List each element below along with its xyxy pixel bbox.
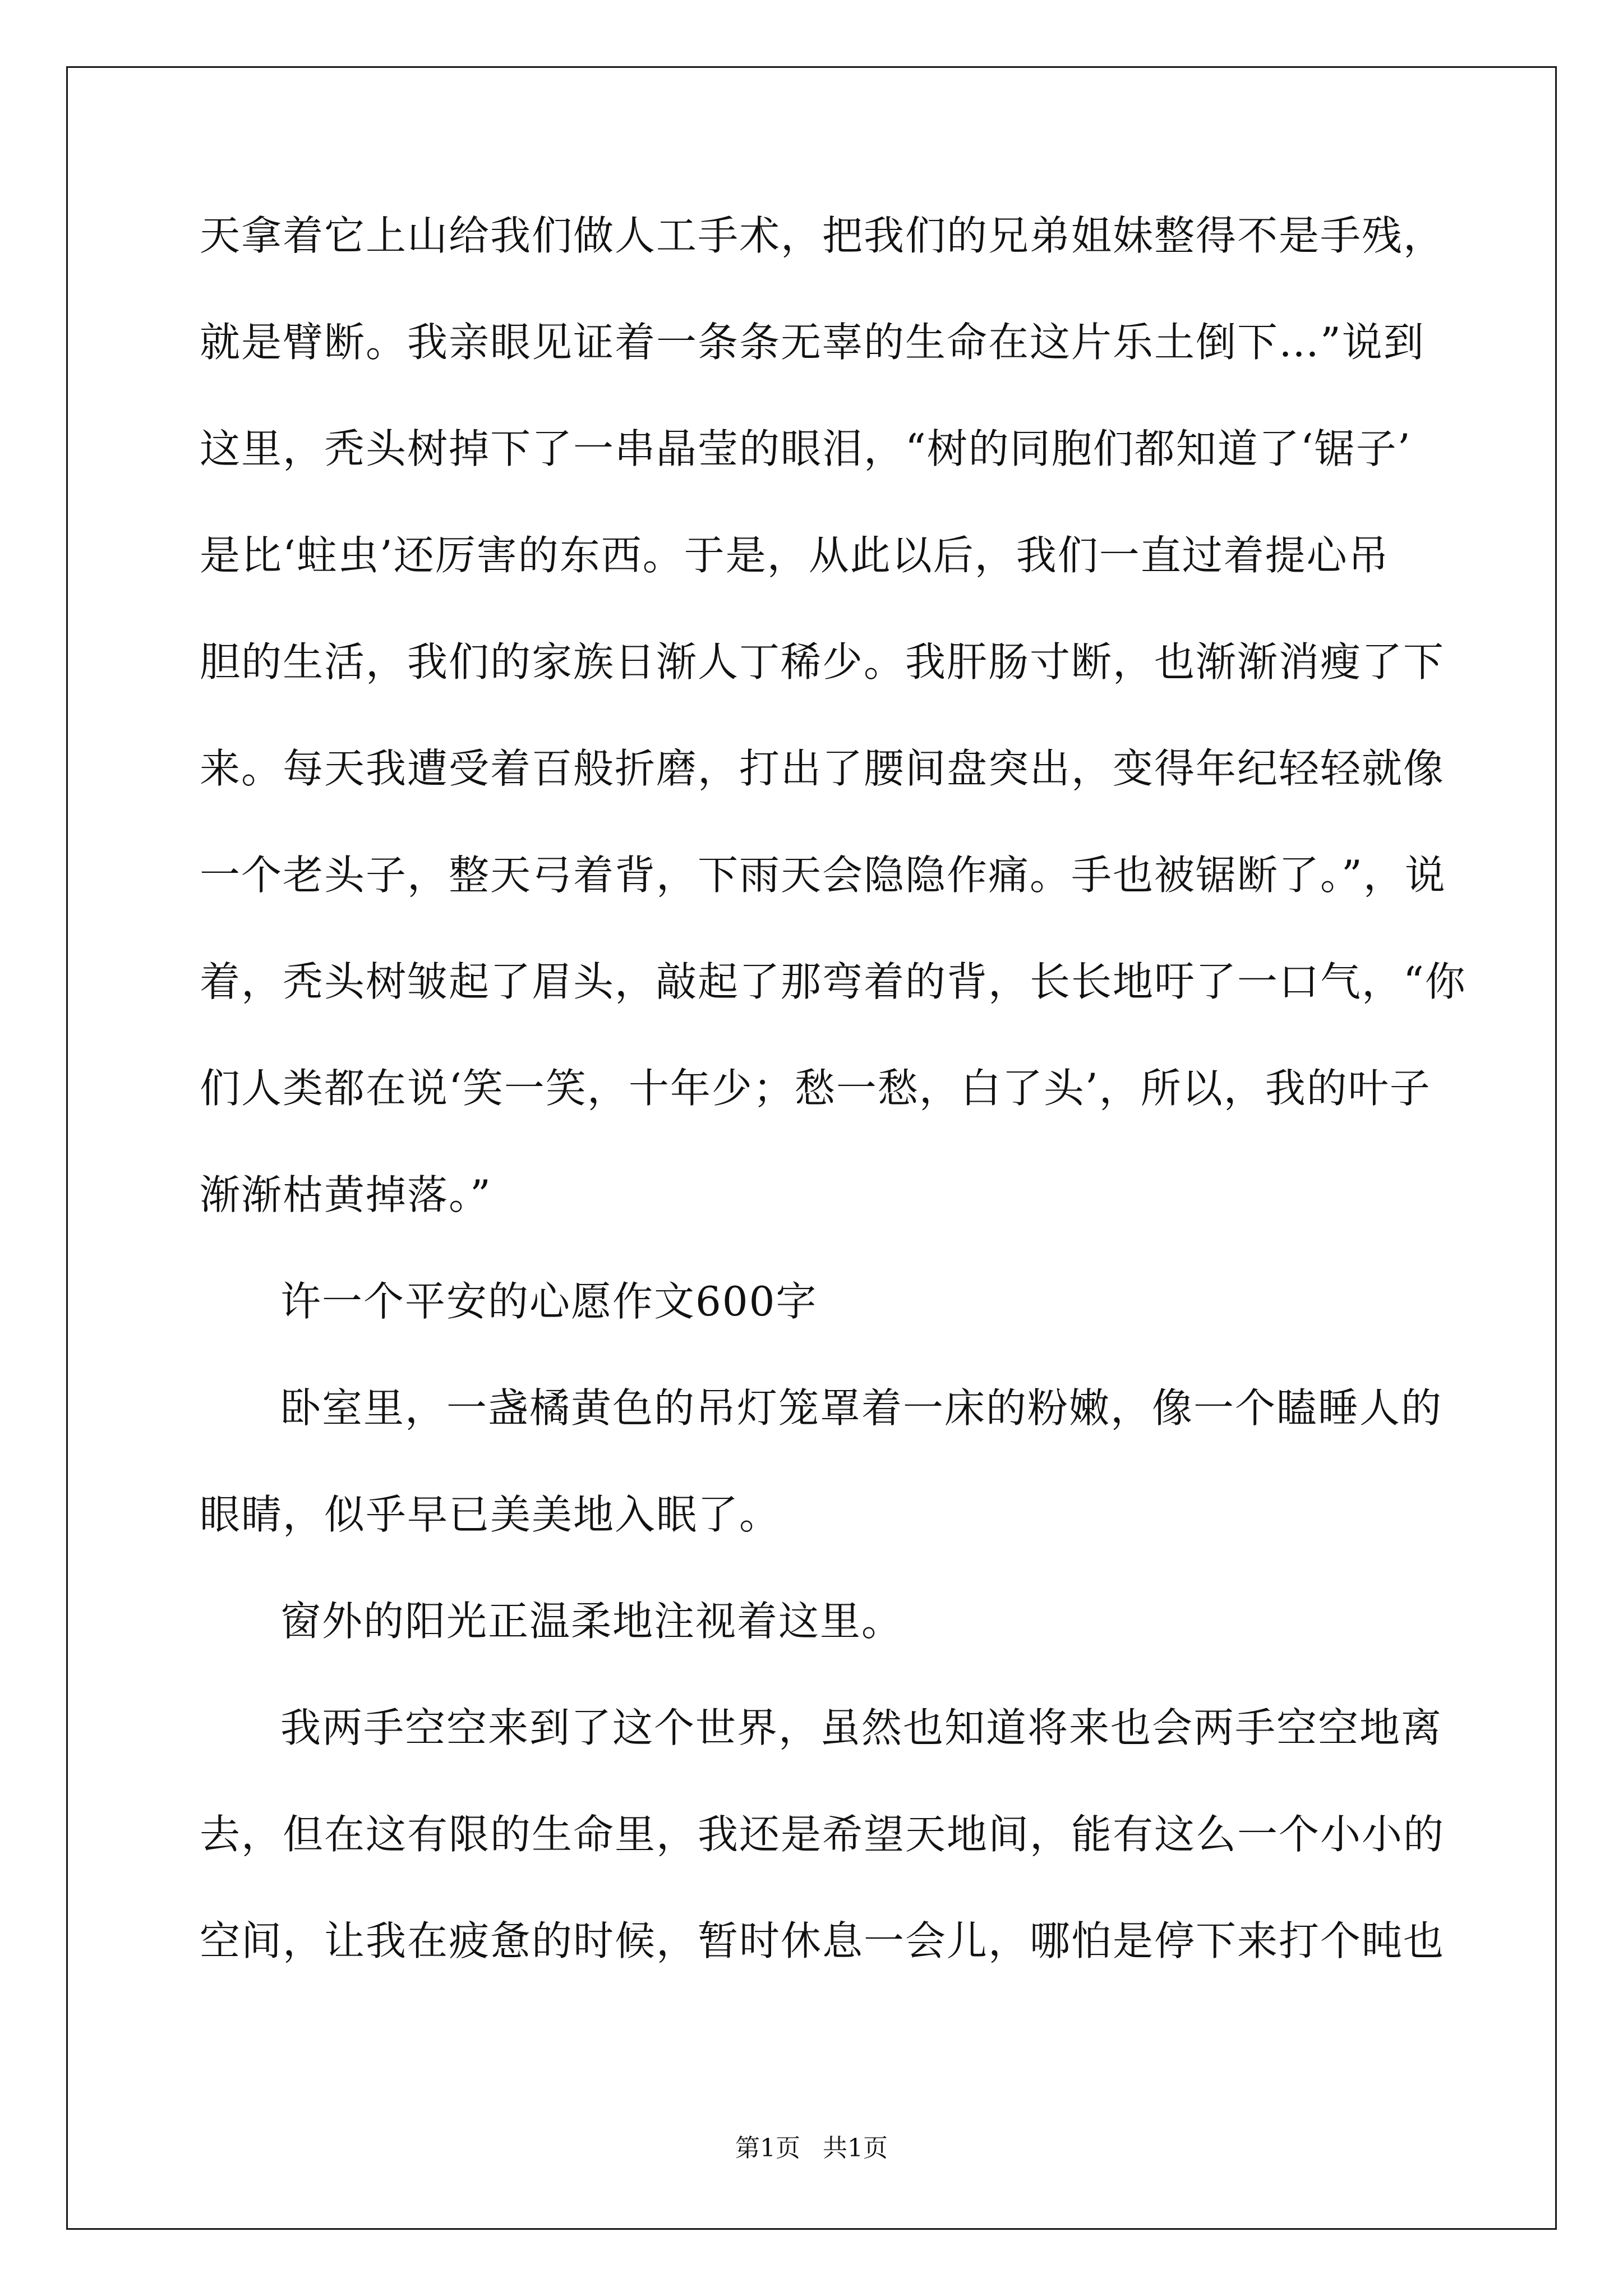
- text-line: 我两手空空来到了这个世界，虽然也知道将来也会两手空空地离: [280, 1704, 1443, 1751]
- text-line: 渐渐枯黄掉落。”: [200, 1171, 492, 1218]
- text-line: 去，但在这有限的生命里，我还是希望天地间，能有这么一个小小的: [200, 1811, 1445, 1858]
- text-line: 着，秃头树皱起了眉头，敲起了那弯着的背，长长地吁了一口气，“你: [200, 958, 1467, 1005]
- page-footer: [0, 2132, 1623, 2165]
- text-line: 眼睛，似乎早已美美地入眠了。: [200, 1491, 781, 1538]
- text-line: 天拿着它上山给我们做人工手术，把我们的兄弟姐妹整得不是手残，: [200, 212, 1445, 259]
- page-number-total: 共1页: [823, 2134, 888, 2162]
- page-number-current: 第1页: [735, 2134, 800, 2162]
- text-line: 胆的生活，我们的家族日渐人丁稀少。我肝肠寸断，也渐渐消瘦了下: [200, 638, 1445, 685]
- text-line: 空间，让我在疲惫的时候，暂时休息一会儿，哪怕是停下来打个盹也: [200, 1917, 1445, 1964]
- text-line: 就是臂断。我亲眼见证着一条条无辜的生命在这片乐土倒下…”说到: [200, 319, 1425, 366]
- text-line: 这里，秃头树掉下了一串晶莹的眼泪，“树的同胞们都知道了‘锯子’: [200, 425, 1412, 472]
- text-line: 来。每天我遭受着百般折磨，打出了腰间盘突出，变得年纪轻轻就像: [200, 745, 1445, 792]
- text-line: 们人类都在说‘笑一笑，十年少；愁一愁，白了头’，所以，我的叶子: [200, 1065, 1431, 1112]
- text-line: 是比‘蛀虫’还厉害的东西。于是，从此以后，我们一直过着提心吊: [200, 532, 1390, 579]
- text-line: 卧室里，一盏橘黄色的吊灯笼罩着一床的粉嫩，像一个瞌睡人的: [280, 1384, 1443, 1432]
- section-heading: 许一个平安的心愿作文600字: [280, 1278, 818, 1325]
- text-line: 一个老头子，整天弓着背，下雨天会隐隐作痛。手也被锯断了。”，说: [200, 852, 1446, 899]
- page-border: [66, 66, 1557, 2230]
- text-line: 窗外的阳光正温柔地注视着这里。: [280, 1598, 903, 1645]
